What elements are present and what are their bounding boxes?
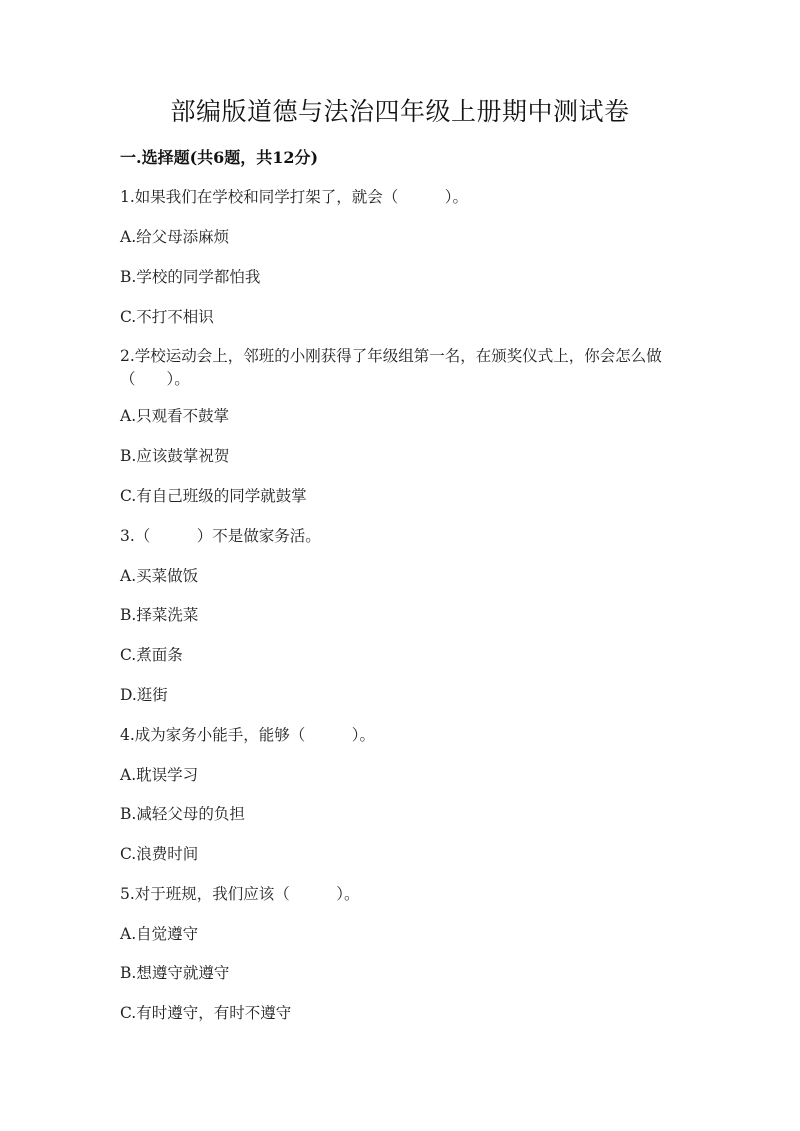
question-2-stem: 2.学校运动会上，邻班的小刚获得了年级组第一名，在颁奖仪式上，你会怎么做（ ）。 [120,347,662,388]
question-2-option-c: C.有自己班级的同学就鼓掌 [120,487,307,505]
question-5-option-c: C.有时遵守，有时不遵守 [120,1004,292,1022]
question-3-option-a: A.买菜做饭 [120,567,199,585]
question-5-option-b: B.想遵守就遵守 [120,964,230,982]
question-3-option-c: C.煮面条 [120,646,183,664]
question-2-option-b: B.应该鼓掌祝贺 [120,447,230,465]
question-2-option-a: A.只观看不鼓掌 [120,407,230,425]
question-4-stem: 4.成为家务小能手，能够（ ）。 [120,726,376,744]
page-title: 部编版道德与法治四年级上册期中测试卷 [170,97,630,126]
question-5-option-a: A.自觉遵守 [120,925,199,943]
question-1-stem: 1.如果我们在学校和同学打架了，就会（ ）。 [120,188,469,206]
question-3-option-b: B.择菜洗菜 [120,606,199,624]
question-3-option-d: D.逛街 [120,686,168,704]
question-1-option-a: A.给父母添麻烦 [120,228,230,246]
question-4-option-b: B.减轻父母的负担 [120,805,245,823]
question-1-option-c: C.不打不相识 [120,308,214,326]
question-1-option-b: B.学校的同学都怕我 [120,268,261,286]
question-5-stem: 5.对于班规，我们应该（ ）。 [120,885,360,903]
question-4-option-a: A.耽误学习 [120,766,199,784]
section-heading: 一.选择题(共6题，共12分) [120,148,319,167]
question-3-stem: 3.（ ）不是做家务活。 [120,527,321,545]
question-4-option-c: C.浪费时间 [120,845,199,863]
